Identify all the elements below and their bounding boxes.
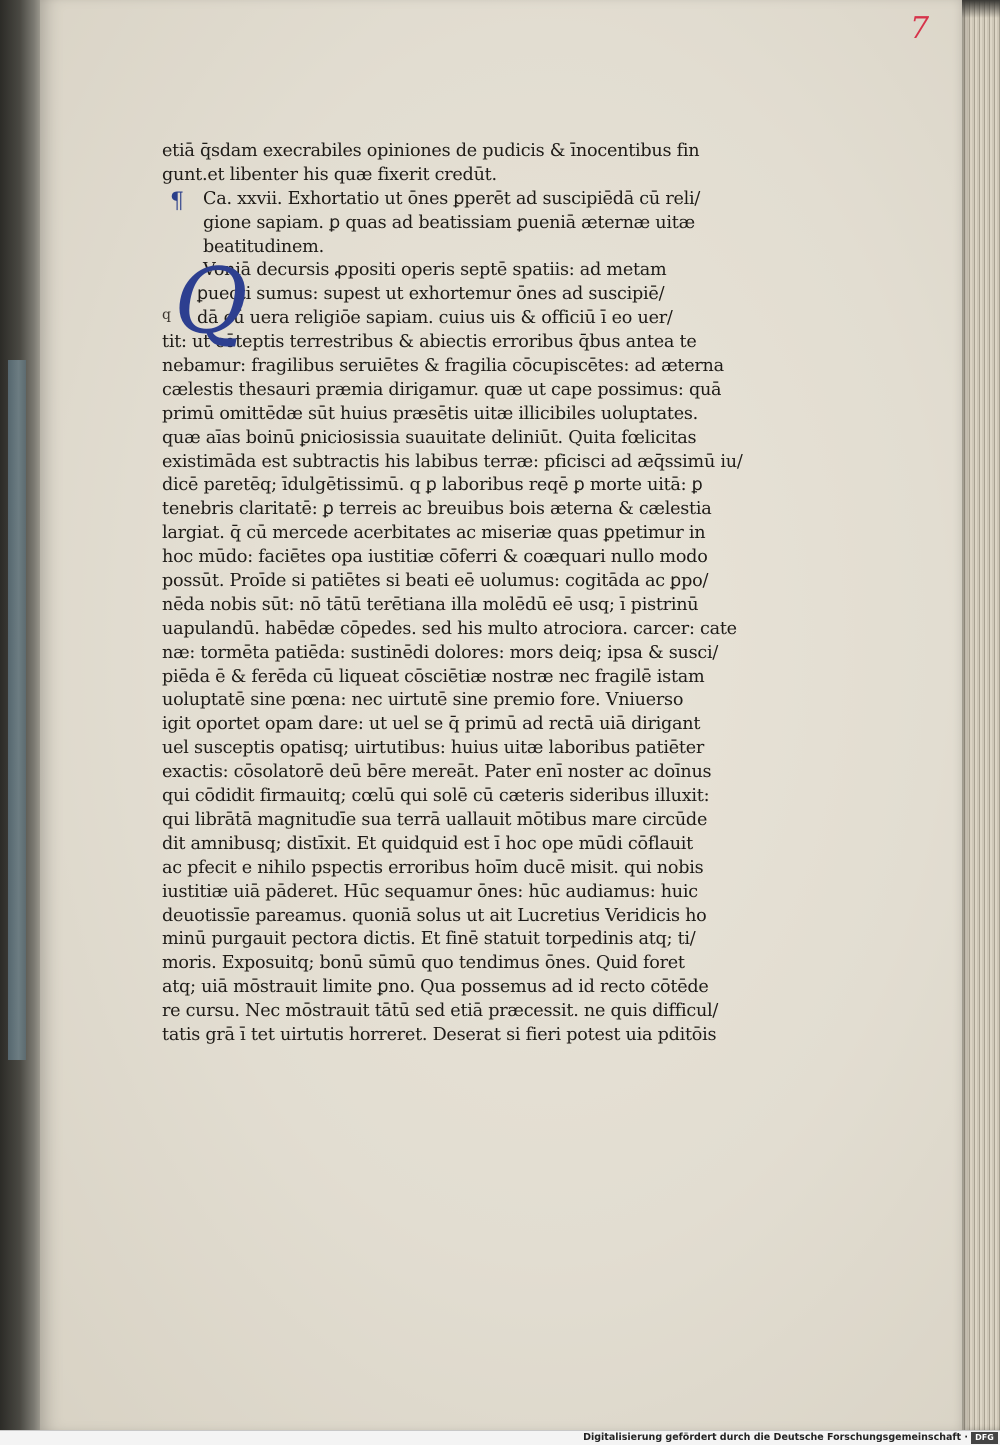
body-line: nēda nobis sūt: nō tātū terētiana illa molēdū eē usq; ī pistrinū (162, 594, 699, 615)
book-left-cover (0, 0, 40, 1430)
dfg-logo[interactable]: DFG (971, 1432, 998, 1444)
cover-board-edge (8, 360, 26, 1060)
body-line: uapulandū. habēdæ cōpedes. sed his multo atrociora. carcer: cate (162, 618, 737, 639)
drop-cap-initial: Q (174, 249, 248, 354)
book-page (40, 0, 962, 1430)
funding-credit: Digitalisierung gefördert durch die Deutsche Forschungsgemeinschaft · (583, 1432, 968, 1443)
body-line: tenebris claritatē: ꝑ terreis ac breuibus bois æterna & cælestia (162, 499, 712, 520)
body-line: deuotissīe pareamus. quoniā solus ut ait Lucretius Veridicis ho (162, 905, 707, 926)
body-line: Voniā decursis ꝓpositi operis septē spatiis: ad metam (203, 260, 667, 281)
body-line: re cursu. Nec mōstrauit tātū sed etiā præcessit. ne quis difficul/ (162, 1001, 719, 1022)
guide-letter: q (162, 307, 171, 323)
body-line: ꝑuecti sumus: supest ut exhortemur ōnes ad suscipiē/ (197, 284, 665, 305)
heading-line: gunt.et libenter his quæ fixerit credūt. (162, 164, 497, 185)
body-line: dit amnibusq; distīxit. Et quidquid est ī hoc ope mūdi cōflauit (162, 833, 693, 854)
chapter-line: beatitudinem. (203, 236, 324, 257)
body-line: quæ aīas boinū ꝑniciosissia suauitate deliniūt. Quita fœlicitas (162, 427, 697, 448)
body-line: tit: ut cōteptis terrestribus & abiectis erroribus q̄bus antea te (162, 332, 697, 353)
body-line: exactis: cōsolatorē deū bēre mereāt. Pater enī noster ac doīnus (162, 762, 712, 783)
body-line: næ: tormēta patiēda: sustinēdi dolores: mors deiq; ipsa & susci/ (162, 642, 719, 663)
folio-number: 7 (910, 11, 930, 46)
body-line: dā cū uera religiōe sapiam. cuius uis & officiū ī eo uer/ (197, 308, 673, 329)
body-line: iustitiæ uiā pāderet. Hūc sequamur ōnes: hūc audiamus: huic (162, 881, 698, 902)
body-line: ac pfecit e nihilo pspectis erroribus hoīm ducē misit. qui nobis (162, 857, 704, 878)
body-line: nebamur: fragilibus seruiētes & fragilia cōcupiscētes: ad æterna (162, 356, 724, 377)
body-line: cælestis thesauri præmia dirigamur. quæ ut cape possimus: quā (162, 379, 722, 400)
body-line: minū purgauit pectora dictis. Et finē statuit torpedinis atq; ti/ (162, 929, 696, 950)
heading-line: etiā q̄sdam execrabiles opiniones de pudicis & īnocentibus fin (162, 141, 700, 161)
body-line: primū omittēdæ sūt huius præsētis uitæ illicibiles uoluptates. (162, 403, 698, 424)
body-line: moris. Exposuitq; bonū sūmū quo tendimus ōnes. Quid foret (162, 953, 685, 974)
footer-bar (0, 1430, 1000, 1445)
body-line: largiat. q̄ cū mercede acerbitates ac miseriæ quas ꝑpetimur in (162, 523, 706, 544)
body-line: uel susceptis opatisq; uirtutibus: huius uitæ laboribus patiēter (162, 738, 705, 759)
body-line: qui librātā magnitudīe sua terrā uallauit mōtibus mare circūde (162, 809, 708, 830)
chapter-line: gione sapiam. ꝑ quas ad beatissiam ꝑueniā æternæ uitæ (203, 212, 695, 233)
chapter-line: Ca. xxvii. Exhortatio ut ōnes ꝑperēt ad suscipiēdā cū reli/ (203, 188, 701, 209)
page-edges-shadow (962, 0, 1000, 18)
body-line: atq; uiā mōstrauit limite ꝑno. Qua possemus ad id recto cōtēde (162, 977, 709, 998)
body-line: possūt. Proīde si patiētes si beati eē uolumus: cogitāda ac ꝑpo/ (162, 571, 709, 592)
body-line: qui cōdidit firmauitq; cœlū qui solē cū cæteris sideribus illuxit: (162, 786, 710, 807)
body-line: dicē paretēq; īdulgētissimū. q ꝑ laboribus reqē ꝑ morte uitā: ꝑ (162, 475, 703, 496)
body-line: existimāda est subtractis his labibus terræ: pficisci ad æq̄ssimū iu/ (162, 451, 743, 472)
body-line: hoc mūdo: faciētes opa iustitiæ cōferri & coæquari nullo modo (162, 547, 708, 568)
body-line: tatis grā ī tet uirtutis horreret. Deserat si fieri potest uia pditōis (162, 1024, 717, 1045)
text-block (162, 140, 774, 1048)
body-line: piēda ē & ferēda cū liqueat cōsciētiæ nostræ nec fragilē istam (162, 666, 705, 687)
book-page-edges (962, 0, 1000, 1430)
rubric-mark: ¶ (170, 189, 184, 214)
body-line: igit oportet opam dare: ut uel se q̄ primū ad rectā uiā dirigant (162, 714, 701, 735)
body-line: uoluptatē sine pœna: nec uirtutē sine premio fore. Vniuerso (162, 690, 684, 711)
